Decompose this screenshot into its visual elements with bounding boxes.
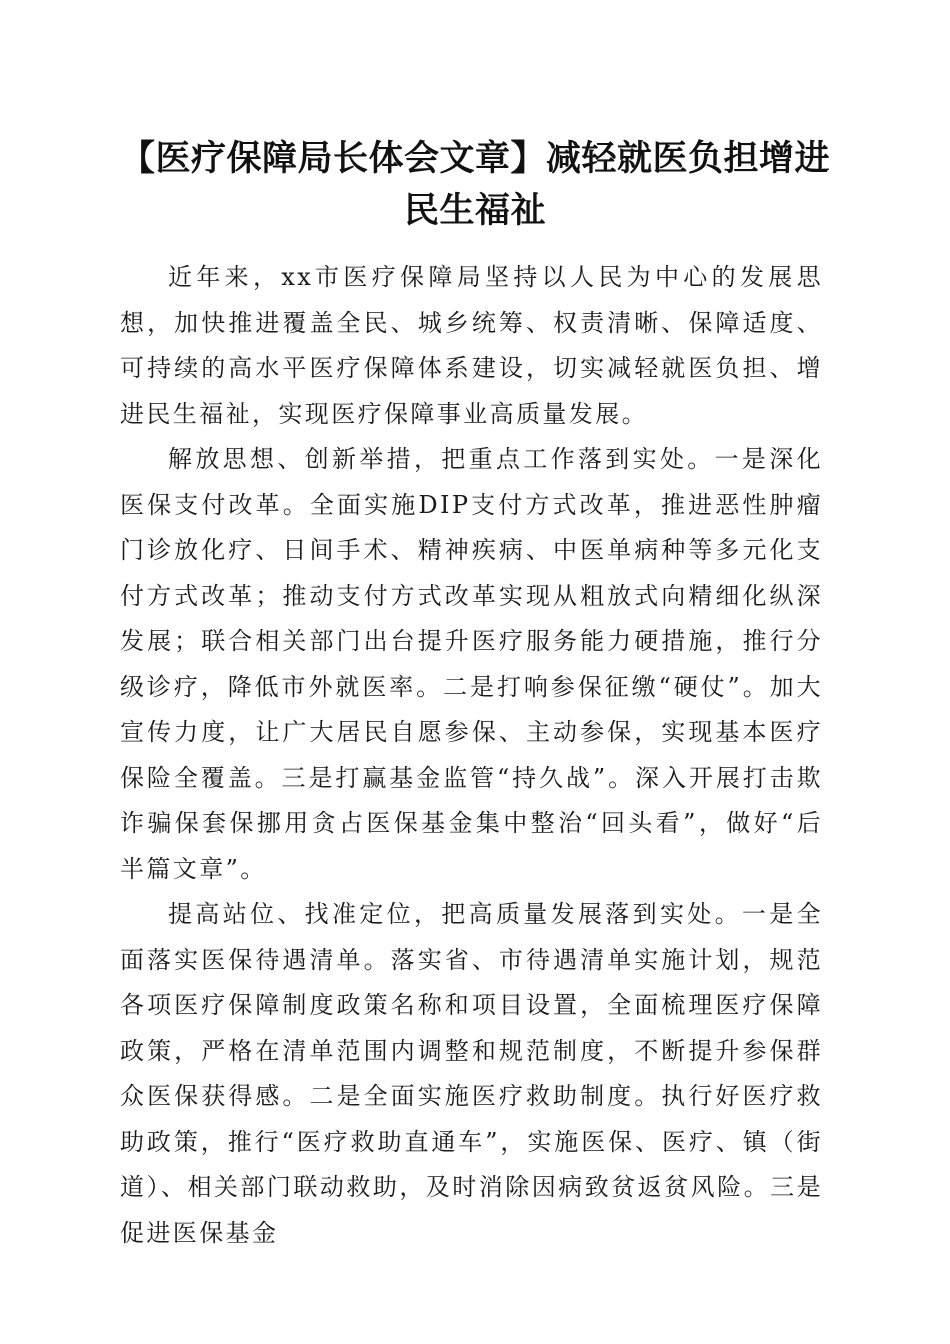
document-title: 【医疗保障局长体会文章】减轻就医负担增进民生福祉 bbox=[119, 138, 830, 231]
paragraph-intro: 近年来，xx市医疗保障局坚持以人民为中心的发展思想，加快推进覆盖全民、城乡统筹、权责清晰、保障适度、可持续的高水平医疗保障体系建设，切实减轻就医负担、增进民生福祉，实现医疗保障事业高质量发展。 bbox=[120, 263, 823, 428]
paragraph-key-work: 解放思想、创新举措，把重点工作落到实处。一是深化医保支付改革。全面实施DIP支付方式改革，推进恶性肿瘤门诊放化疗、日间手术、精神疾病、中医单病种等多元化支付方式改革；推动支付方式改革实现从粗放式向精细化纵深发展；联合相关部门出台提升医疗服务能力硬措施，推行分级诊疗，降低市外就医率。二是打响参保征缴“硬仗”。加大宣传力度，让广大居民自愿参保、主动参保，实现基本医疗保险全覆盖。三是打赢基金监管“持久战”。深入开展打击欺诈骗保套保挪用贪占医保基金集中整治“回头看”，做好“后半篇文章”。 bbox=[120, 445, 823, 883]
document-body bbox=[120, 255, 823, 1256]
paragraph-high-quality-development: 提高站位、找准定位，把高质量发展落到实处。一是全面落实医保待遇清单。落实省、市待遇清单实施计划，规范各项医疗保障制度政策名称和项目设置，全面梳理医疗保障政策，严格在清单范围内调整和规范制度，不断提升参保群众医保获得感。二是全面实施医疗救助制度。执行好医疗救助政策，推行“医疗救助直通车”，实施医保、医疗、镇（街道）、相关部门联动救助，及时消除因病致贫返贫风险。三是促进医保基金 bbox=[120, 900, 823, 1247]
